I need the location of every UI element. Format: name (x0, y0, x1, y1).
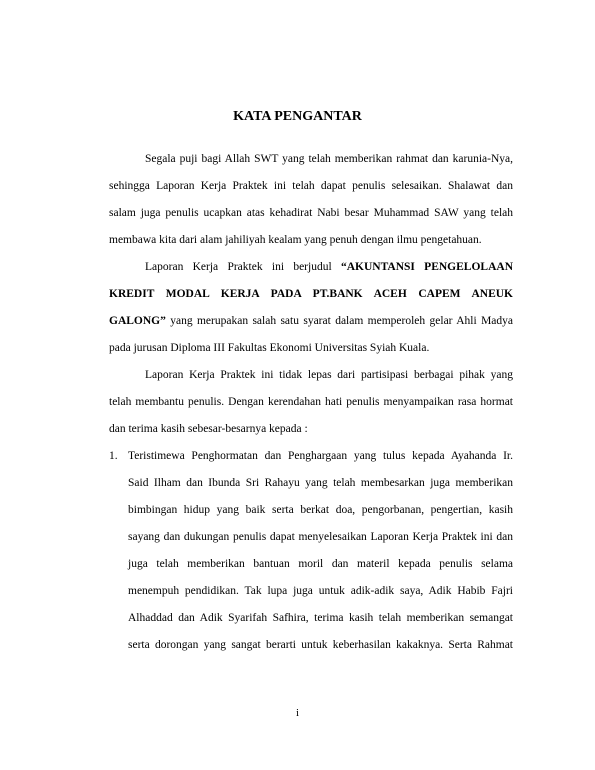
list-item-1-line-4: sayang dan dukungan penulis dapat menyelesaikan Laporan Kerja Praktek ini dan (128, 531, 513, 543)
list-item-1-line-5: juga telah memberikan bantuan moril dan materil kepada penulis selama (128, 558, 513, 570)
paragraph-2-line-3 (109, 314, 513, 328)
paragraph-1-line-1: Segala puji bagi Allah SWT yang telah memberikan rahmat dan karunia-Nya, (145, 153, 513, 165)
list-number: 1. (109, 450, 118, 462)
paragraph-3-line-1: Laporan Kerja Praktek ini tidak lepas dari partisipasi berbagai pihak yang (145, 369, 513, 381)
paragraph-2-line-4: pada jurusan Diploma III Fakultas Ekonomi Universitas Syiah Kuala. (109, 342, 430, 354)
paragraph-2-text: Laporan Kerja Praktek ini berjudul (145, 261, 341, 273)
list-item-1-line-6: menempuh pendidikan. Tak lupa juga untuk adik-adik saya, Adik Habib Fajri (128, 585, 513, 597)
list-item-1-line-1: Teristimewa Penghormatan dan Penghargaan yang tulus kepada Ayahanda Ir. (128, 450, 513, 462)
paragraph-1-line-4: membawa kita dari alam jahiliyah kealam yang penuh dengan ilmu pengetahuan. (109, 234, 482, 246)
page-number: i (295, 707, 300, 719)
list-item-1-line-2: Said Ilham dan Ibunda Sri Rahayu yang telah membesarkan juga memberikan (128, 477, 513, 489)
page-title: KATA PENGANTAR (233, 109, 362, 124)
paragraph-1-line-2: sehingga Laporan Kerja Praktek ini telah dapat penulis selesaikan. Shalawat dan (109, 180, 513, 192)
list-item-1-line-8: serta dorongan yang sangat berarti untuk keberhasilan kakaknya. Serta Rahmat (128, 639, 513, 651)
report-title-part-1: “AKUNTANSI PENGELOLAAN (340, 261, 513, 273)
paragraph-2-line-1 (145, 260, 513, 274)
paragraph-1-line-3: salam juga penulis ucapkan atas kehadirat Nabi besar Muhammad SAW yang telah (109, 207, 513, 219)
paragraph-2-text-rest: yang merupakan salah satu syarat dalam memperoleh gelar Ahli Madya (165, 315, 513, 327)
paragraph-3-line-3: dan terima kasih sebesar-besarnya kepada : (109, 423, 308, 435)
list-item-1-line-3: bimbingan hidup yang baik serta berkat doa, pengorbanan, pengertian, kasih (128, 504, 513, 516)
report-title-part-3: GALONG” (109, 315, 166, 327)
list-item-1-line-7: Alhaddad dan Adik Syarifah Safhira, terima kasih telah memberikan semangat (128, 612, 513, 624)
paragraph-3-line-2: telah membantu penulis. Dengan kerendahan hati penulis menyampaikan rasa hormat (109, 396, 513, 408)
report-title-part-2: KREDIT MODAL KERJA PADA PT.BANK ACEH CAPEM ANEUK (109, 288, 513, 300)
